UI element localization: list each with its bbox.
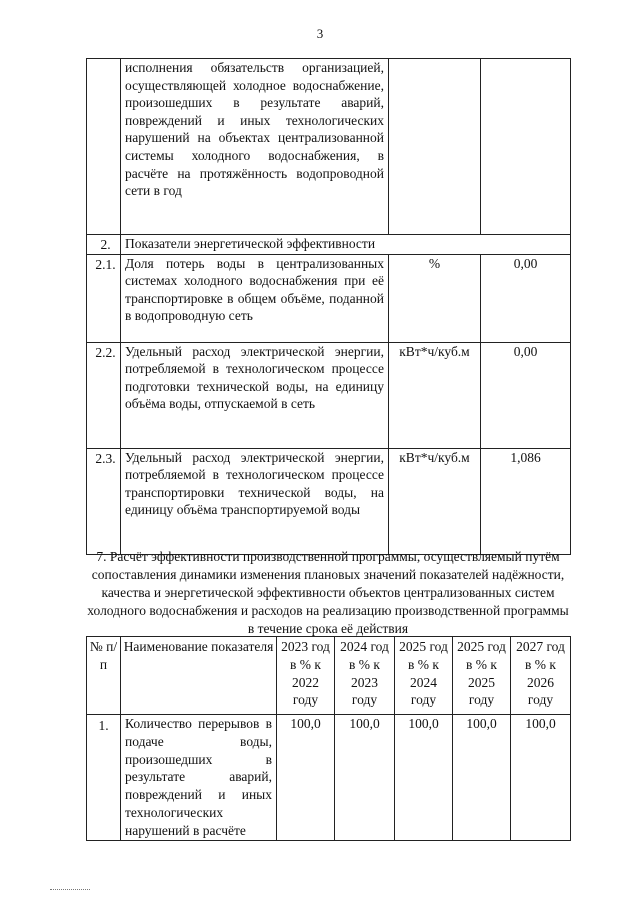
year-value: 100,0: [277, 715, 335, 841]
col-header-year: 2027 год в % к 2026 году: [511, 637, 571, 715]
unit: кВт*ч/куб.м: [389, 448, 481, 554]
row-number: 2.3.: [87, 448, 121, 554]
year-value: 100,0: [511, 715, 571, 841]
value: 0,00: [481, 254, 571, 342]
col-header-name: Наименование показателя: [121, 637, 277, 715]
indicator-name: Количество перерывов в подаче воды, произошедших в результате аварий, повреждений и иных технологических нарушений в расчёте: [121, 715, 277, 841]
indicators-table: [86, 58, 571, 555]
table-row: [87, 59, 571, 235]
efficiency-table: [86, 636, 571, 841]
page-number: 3: [316, 26, 324, 41]
col-header-num: № п/п: [87, 637, 121, 715]
col-header-year: 2024 год в % к 2023 году: [335, 637, 395, 715]
table-header-row: [87, 637, 571, 715]
indicator-name: Доля потерь воды в централизованных системах холодного водоснабжения при её транспортировке в общем объёме, поданной в водопроводную сеть: [121, 254, 389, 342]
value-cell: [481, 59, 571, 235]
value: 1,086: [481, 448, 571, 554]
table-row: [87, 715, 571, 841]
section-title: Показатели энергетической эффективности: [121, 235, 571, 255]
row-number-cell: [87, 59, 121, 235]
value: 0,00: [481, 342, 571, 448]
unit-cell: [389, 59, 481, 235]
unit: кВт*ч/куб.м: [389, 342, 481, 448]
section-number: 2.: [87, 235, 121, 255]
year-value: 100,0: [395, 715, 453, 841]
indicator-name: Удельный расход электрической энергии, потребляемой в технологическом процессе транспортировки технической воды, на единицу объёма транспортируемой воды: [121, 448, 389, 554]
indicator-name-cell: исполнения обязательств организацией, осуществляющей холодное водоснабжение, произошедших в результате аварий, повреждений и иных технологических нарушений на объектах централизованной системы холодного водоснабжения, в расчёте на протяжённость водопроводной сети в год: [121, 59, 389, 235]
col-header-year: 2025 год в % к 2025 году: [453, 637, 511, 715]
section-7-title: 7. Расчёт эффективности производственной программы, осуществляемый путём сопоставления динамики изменения плановых значений показателей надёжности, качества и энергетической эффективности объектов централизованных систем холодного водоснабжения и расходов на реализацию производственной программы в течение срока её действия: [87, 549, 569, 636]
table-row: [87, 342, 571, 448]
row-number: 2.1.: [87, 254, 121, 342]
row-number: 1.: [87, 715, 121, 841]
year-value: 100,0: [453, 715, 511, 841]
footer-divider: [50, 889, 90, 890]
year-value: 100,0: [335, 715, 395, 841]
table-row: [87, 254, 571, 342]
section-row: [87, 235, 571, 255]
table-row: [87, 448, 571, 554]
row-number: 2.2.: [87, 342, 121, 448]
col-header-year: 2025 год в % к 2024 году: [395, 637, 453, 715]
indicator-name: Удельный расход электрической энергии, потребляемой в технологическом процессе подготовки технической воды, на единицу объёма воды, отпускаемой в сеть: [121, 342, 389, 448]
col-header-year: 2023 год в % к 2022 году: [277, 637, 335, 715]
unit: %: [389, 254, 481, 342]
